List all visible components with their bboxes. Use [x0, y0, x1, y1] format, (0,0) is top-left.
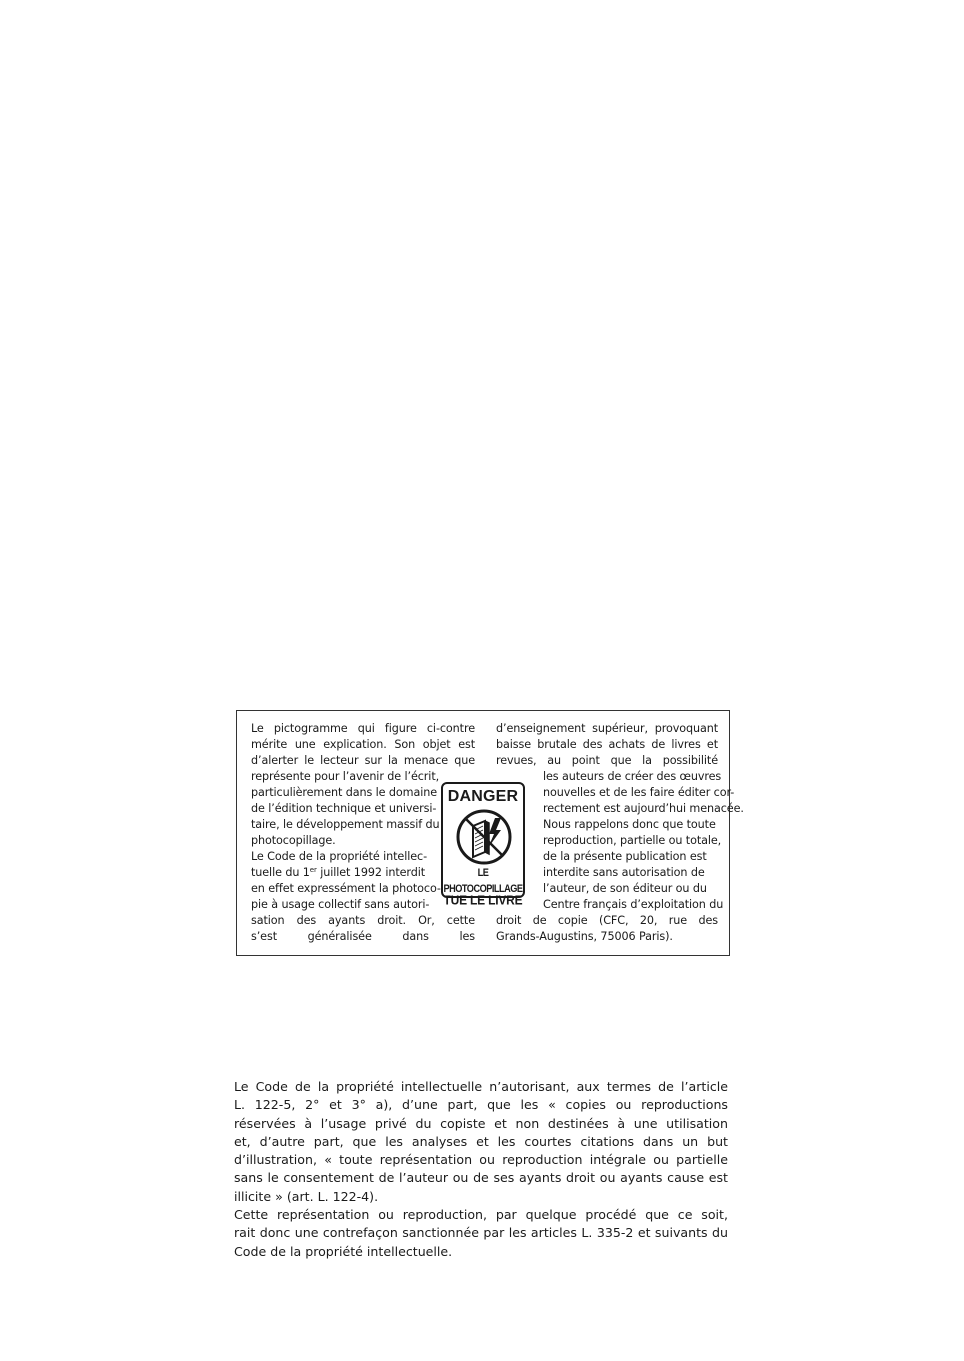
danger-caption	[443, 868, 523, 907]
legal-line: d’illustration, « toute représentation ou reproduction intégrale ou partielle	[234, 1152, 728, 1168]
notice-line: nouvelles et de les faire éditer cor-	[543, 786, 735, 799]
notice-line: en effet expressément la photoco-	[251, 882, 441, 895]
notice-line: reproduction, partielle ou totale,	[543, 834, 722, 847]
legal-line: sans le consentement de l’auteur ou de ses ayants droit ou ayants cause est	[234, 1170, 728, 1186]
legal-line: réservées à l’usage privé du copiste et non destinées à une utilisation	[234, 1115, 728, 1131]
notice-line: l’auteur, de son éditeur ou du	[543, 882, 707, 895]
danger-caption-line1: LE PHOTOCOPILLAGE	[443, 866, 523, 895]
notice-line: baisse brutale des achats de livres et	[496, 738, 718, 751]
notice-line: représente pour l’avenir de l’écrit,	[251, 770, 440, 783]
danger-photocopillage-logo	[441, 782, 525, 908]
notice-line: revues, au point que la possibilité	[496, 754, 718, 767]
notice-line: sation des ayants droit. Or, cette	[251, 914, 475, 927]
notice-left-end	[251, 913, 475, 945]
notice-line: photocopillage.	[251, 834, 336, 847]
book-lightning-icon	[455, 808, 513, 866]
notice-line: taire, le développement massif du	[251, 818, 440, 831]
legal-line: Le Code de la propriété intellectuelle n’autorisant, aux termes de l’article	[234, 1079, 728, 1094]
notice-line: interdite sans autorisation de	[543, 866, 705, 879]
notice-right-end	[496, 913, 718, 945]
notice-line: les auteurs de créer des œuvres	[543, 770, 722, 783]
notice-line: d’alerter le lecteur sur la menace que	[251, 754, 475, 767]
notice-line: Centre français d’exploitation du	[543, 898, 724, 911]
notice-line: pie à usage collectif sans autori-	[251, 898, 430, 911]
legal-notice	[234, 1078, 728, 1261]
notice-line: s’est généralisée dans les	[251, 930, 475, 943]
notice-line: Nous rappelons donc que toute	[543, 818, 716, 831]
notice-line-text: juillet 1992 interdit	[316, 866, 425, 879]
photocopy-warning-box	[236, 710, 744, 956]
notice-line: Le pictogramme qui figure ci-contre	[251, 722, 475, 735]
notice-line: mérite une explication. Son objet est	[251, 738, 475, 751]
legal-line: L. 122-5, 2° et 3° a), d’une part, que les « copies ou reproductions	[234, 1097, 728, 1113]
legal-line: Cette représentation ou reproduction, par quelque procédé que ce soit,	[234, 1207, 728, 1223]
legal-line: rait donc une contrefaçon sanctionnée par les articles L. 335-2 et suivants du	[234, 1225, 728, 1241]
notice-line: de la présente publication est	[543, 850, 707, 863]
legal-line: illicite » (art. L. 122-4).	[234, 1188, 379, 1204]
notice-line: de l’édition technique et universi-	[251, 802, 437, 815]
notice-line: droit de copie (CFC, 20, rue des	[496, 914, 718, 927]
notice-right-intro	[496, 721, 718, 769]
danger-heading: DANGER	[447, 788, 519, 805]
danger-caption-line2: TUE LE LIVRE	[443, 892, 523, 908]
notice-line: d’enseignement supérieur, provoquant	[496, 722, 718, 735]
notice-line-text: tuelle du 1	[251, 866, 310, 879]
notice-left-intro	[251, 721, 475, 769]
notice-left-wrapped	[251, 769, 441, 913]
notice-right-wrapped	[543, 769, 744, 913]
legal-line: Code de la propriété intellectuelle.	[234, 1243, 453, 1259]
notice-line	[251, 865, 429, 881]
notice-line: Le Code de la propriété intellec-	[251, 850, 428, 863]
notice-line: rectement est aujourd’hui menacée.	[543, 802, 744, 815]
notice-line: Grands-Augustins, 75006 Paris).	[496, 930, 673, 943]
legal-line: et, d’autre part, que les analyses et les courtes citations dans un but	[234, 1133, 728, 1149]
notice-line: particulièrement dans le domaine	[251, 786, 438, 799]
superscript-er: er	[309, 866, 317, 874]
